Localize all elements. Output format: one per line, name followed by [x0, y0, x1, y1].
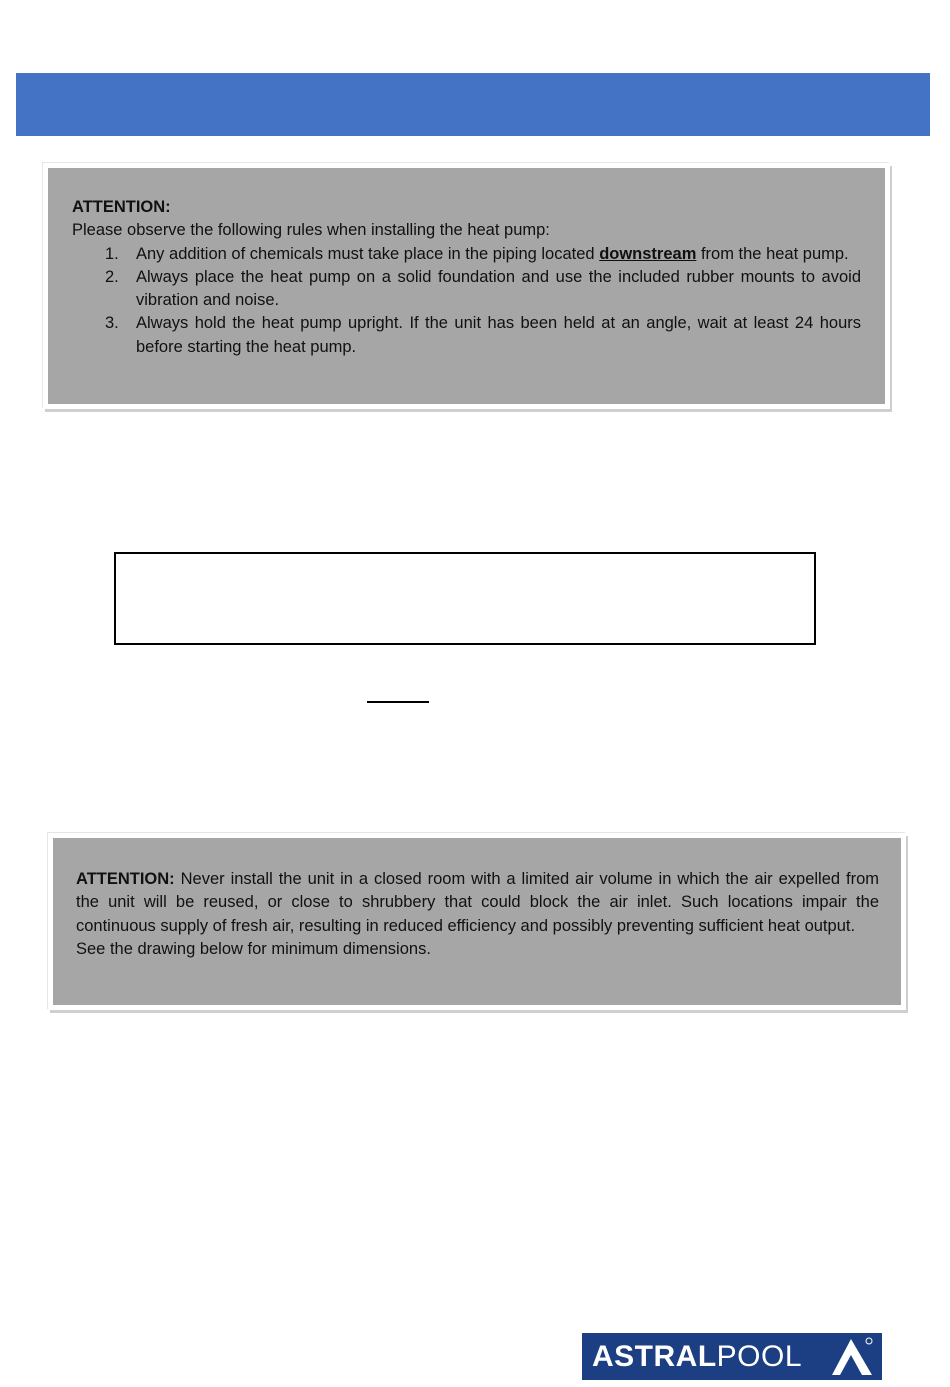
astralpool-logo	[582, 1333, 882, 1380]
empty-frame	[114, 552, 816, 645]
rule-emphasis: downstream	[599, 244, 697, 263]
note-paragraph	[76, 868, 879, 938]
rule-item	[72, 266, 861, 313]
rule-text-after: from the heat pump.	[696, 244, 849, 263]
note-footer: See the drawing below for minimum dimensions.	[76, 939, 431, 958]
header-bar	[16, 73, 930, 136]
rule-item	[72, 243, 861, 266]
attention-note-location	[48, 833, 906, 1010]
note-heading: ATTENTION:	[72, 198, 171, 216]
rules-list	[72, 243, 861, 359]
note-body: Never install the unit in a closed room with a limited air volume in which the air expelled from the unit will be reused, or close to shrubbery that could block the air inlet. Such locations impair the continuous supply of fresh air, resulting in reduced efficiency and possibly preventing sufficient heat output.	[76, 870, 879, 935]
rule-number: 2.	[105, 267, 119, 286]
rule-text: Any addition of chemicals must take place in the piping located	[136, 244, 600, 263]
attention-note-installation	[43, 163, 890, 409]
note-heading: ATTENTION:	[76, 870, 175, 888]
logo-text-pool: POOL	[716, 1339, 803, 1373]
rule-item	[72, 312, 861, 359]
rule-number: 1.	[105, 244, 119, 263]
note-intro: Please observe the following rules when installing the heat pump:	[72, 221, 550, 240]
logo-text-astral: ASTRAL	[592, 1339, 717, 1373]
astralpool-a-icon	[832, 1337, 874, 1377]
rule-text: Always hold the heat pump upright. If the unit has been held at an angle, wait at least 24 hours before starting the heat pump.	[136, 314, 861, 356]
rule-number: 3.	[105, 314, 119, 333]
underline-mark	[367, 701, 429, 703]
rule-text: Always place the heat pump on a solid foundation and use the included rubber mounts to avoid vibration and noise.	[136, 267, 861, 310]
